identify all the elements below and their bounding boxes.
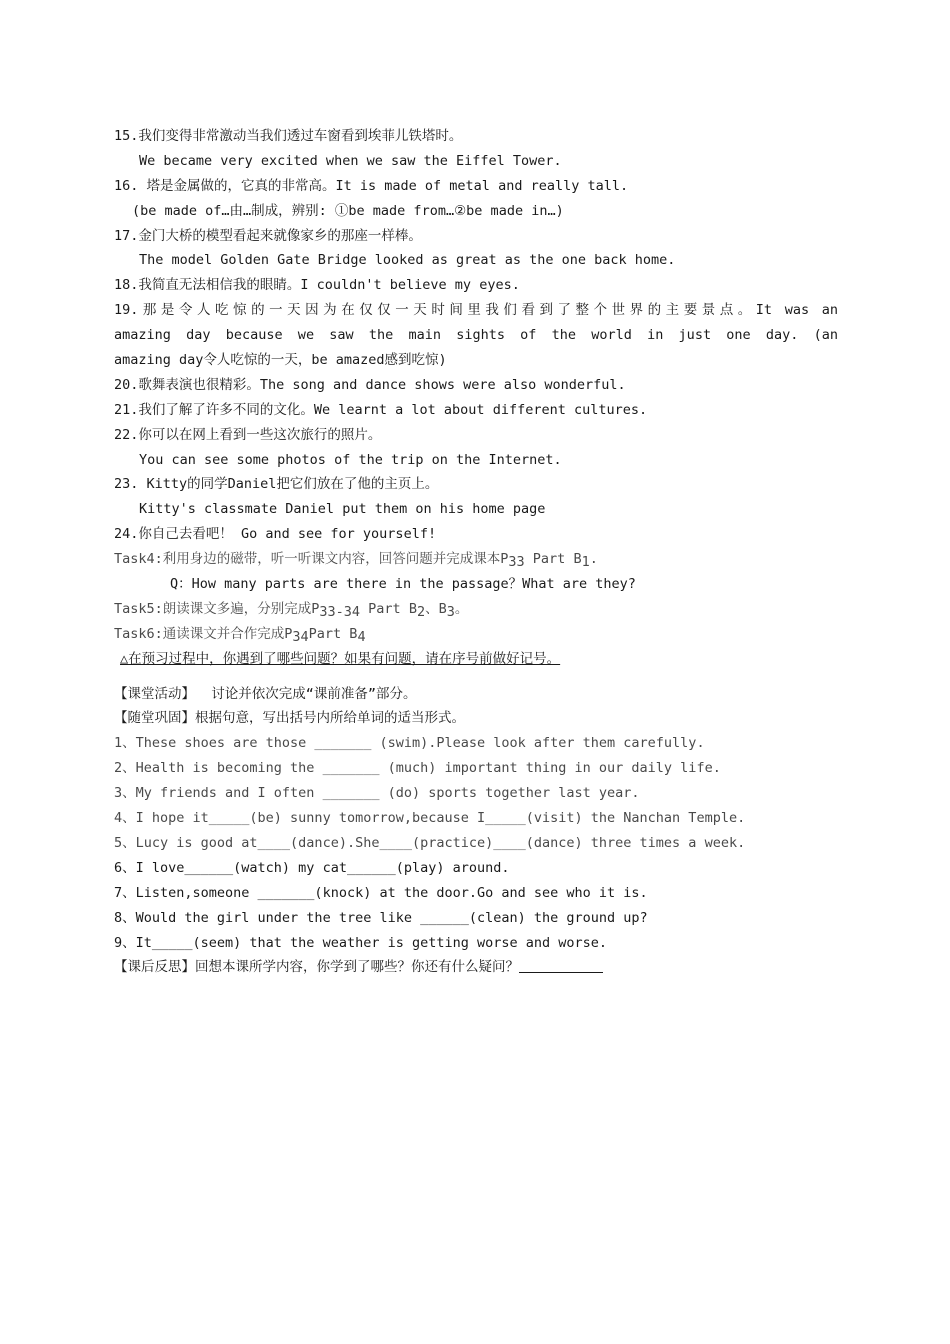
- sentence-19-line2: amazing day because we saw the main sights of the world in just one day. (an: [114, 327, 838, 344]
- sentence-15-cn: 15.我们变得非常激动当我们透过车窗看到埃菲儿铁塔时。: [114, 128, 463, 144]
- exercise-5: 5、Lucy is good at____(dance).She____(practice)____(dance) three times a week.: [114, 834, 746, 851]
- sentence-17-cn: 17.金门大桥的模型看起来就像家乡的那座一样棒。: [114, 227, 422, 244]
- exercise-1: 1、These shoes are those _______ (swim).Please look after them carefully.: [114, 735, 705, 752]
- sentence-16-note: (be made of…由…制成，辨别: ①be made from…②be made in…): [132, 202, 564, 219]
- sentence-22-en: You can see some photos of the trip on the Internet.: [139, 451, 562, 468]
- consolidation-heading: 【随堂巩固】根据句意，写出括号内所给单词的适当形式。: [114, 710, 465, 727]
- sentence-18: 18.我简直无法相信我的眼睛。I couldn't believe my eyes.: [114, 277, 520, 294]
- sentence-15-en: We became very excited when we saw the Eiffel Tower.: [139, 152, 562, 169]
- sentence-23-cn: 23. Kitty的同学Daniel把它们放在了他的主页上。: [114, 476, 439, 493]
- exercise-8: 8、Would the girl under the tree like ______(clean) the ground up?: [114, 909, 648, 926]
- exercise-2: 2、Health is becoming the _______ (much) important thing in our daily life.: [114, 760, 721, 777]
- sentence-19-line3: amazing day令人吃惊的一天，be amazed感到吃惊): [114, 352, 447, 369]
- exercise-3: 3、My friends and I often _______ (do) sports together last year.: [114, 785, 640, 802]
- exercise-9: 9、It_____(seem) that the weather is getting worse and worse.: [114, 934, 608, 951]
- worksheet-content: [114, 124, 838, 980]
- sentence-22-cn: 22.你可以在网上看到一些这次旅行的照片。: [114, 426, 382, 443]
- sentence-17-en: The model Golden Gate Bridge looked as great as the one back home.: [139, 252, 676, 269]
- task-5: Task5:朗读课文多遍，分别完成P33-34 Part B2、B3。: [114, 600, 469, 620]
- sentence-24: 24.你自己去看吧！ Go and see for yourself!: [114, 526, 437, 543]
- section-gap: [114, 672, 838, 682]
- task-6: Task6:通读课文并合作完成P34Part B4: [114, 625, 366, 645]
- class-activity: 【课堂活动】 讨论并依次完成“课前准备”部分。: [114, 685, 417, 702]
- task-4: Task4:利用身边的磁带，听一听课文内容，回答问题并完成课本P33 Part B1.: [114, 551, 598, 571]
- sentence-23-en: Kitty's classmate Daniel put them on his home page: [139, 501, 546, 518]
- sentence-21: 21.我们了解了许多不同的文化。We learnt a lot about different cultures.: [114, 401, 648, 418]
- reflection-blank[interactable]: [519, 958, 603, 973]
- sentence-20: 20.歌舞表演也很精彩。The song and dance shows were also wonderful.: [114, 376, 626, 393]
- sentence-16: 16. 塔是金属做的，它真的非常高。It is made of metal and really tall.: [114, 177, 629, 194]
- exercise-7: 7、Listen,someone _______(knock) at the door.Go and see who it is.: [114, 884, 648, 901]
- exercise-4: 4、I hope it_____(be) sunny tomorrow,because I_____(visit) the Nanchan Temple.: [114, 810, 746, 827]
- preview-note: △在预习过程中，你遇到了哪些问题？如果有问题，请在序号前做好记号。: [120, 650, 561, 667]
- reflection: 【课后反思】回想本课所学内容，你学到了哪些？你还有什么疑问？: [114, 955, 838, 980]
- task-4-question: Q：How many parts are there in the passage？What are they?: [170, 576, 636, 593]
- sentence-19-line1: 19.那是令人吃惊的一天因为在仅仅一天时间里我们看到了整个世界的主要景点。It was an: [114, 302, 838, 319]
- exercise-6: 6、I love______(watch) my cat______(play) around.: [114, 859, 510, 876]
